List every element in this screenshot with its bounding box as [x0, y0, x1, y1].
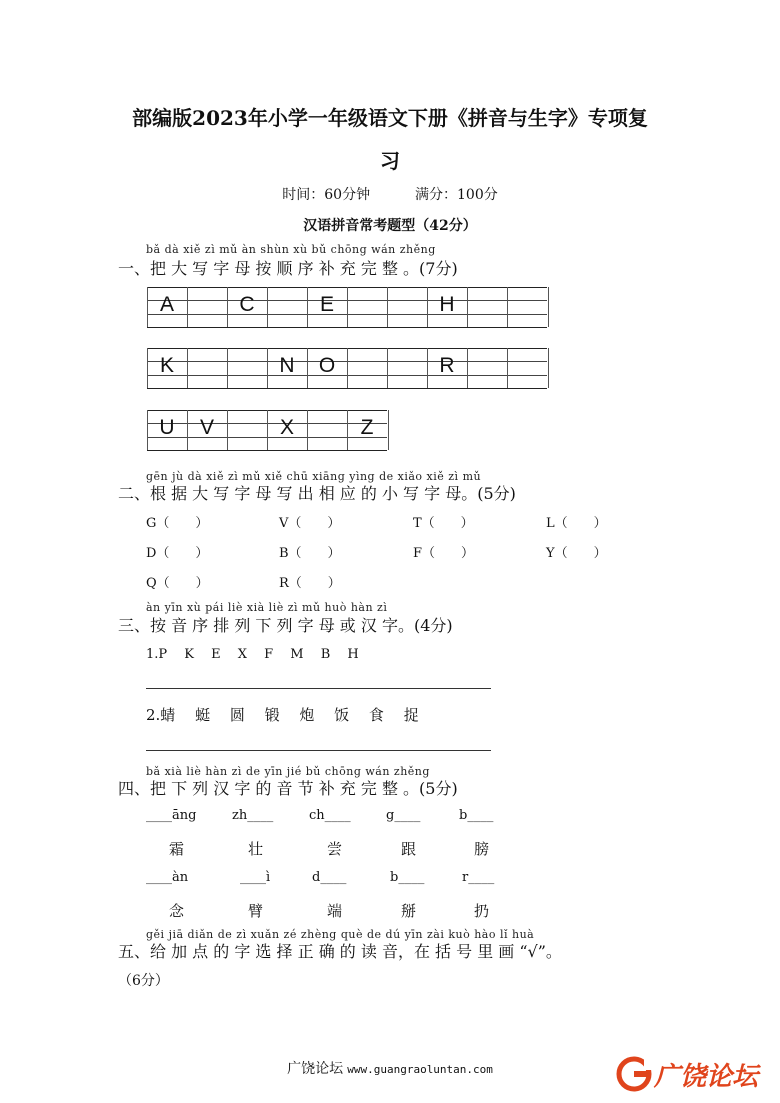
- grid-cell: [507, 348, 549, 388]
- q2-item: L（ ）: [546, 516, 607, 531]
- footer-brand: 广饶论坛: [287, 1061, 344, 1077]
- grid-letter: X: [279, 416, 294, 439]
- exam-info: [0, 184, 780, 204]
- q4-char: 念: [169, 902, 185, 920]
- q4-blank: b____: [459, 808, 494, 823]
- grid-cell: [387, 287, 428, 327]
- q4-char: 跟: [401, 840, 417, 858]
- q3-answer-line-1: [146, 688, 491, 689]
- grid-letter: N: [279, 354, 295, 377]
- grid-line: [147, 388, 547, 389]
- q4-char: 尝: [327, 840, 343, 858]
- grid-letter: H: [439, 293, 455, 316]
- q4-pinyin: bǎ xià liè hàn zì de yīn jié bǔ chōng wán zhěng: [146, 765, 430, 778]
- q2-item: G（ ）: [146, 516, 209, 531]
- grid-cell: [347, 348, 388, 388]
- section-heading: 汉语拼音常考题型（42分）: [303, 218, 477, 234]
- q2-item: F（ ）: [413, 546, 475, 561]
- q4-blank: g____: [386, 808, 421, 823]
- q2-item: D（ ）: [146, 546, 209, 561]
- q4-blank: ____āng: [146, 808, 197, 823]
- q4-blank: b____: [390, 870, 425, 885]
- score-info: 满分：100分: [415, 187, 498, 203]
- grid-cell: [467, 348, 508, 388]
- q2-item: B（ ）: [279, 546, 341, 561]
- q4-char: 膀: [474, 840, 490, 858]
- q2-item: T（ ）: [413, 516, 474, 531]
- q4-blank: ch____: [309, 808, 351, 823]
- q2-pinyin: gēn jù dà xiě zì mǔ xiě chū xiāng yìng de xiǎo xiě zì mǔ: [146, 470, 482, 483]
- grid-cell: [347, 287, 388, 327]
- grid-letter: A: [159, 293, 174, 316]
- grid-cell: [507, 287, 549, 327]
- q4-blank: ____ì: [240, 870, 271, 885]
- grid-cell: [467, 287, 508, 327]
- q2-item: Q（ ）: [146, 576, 209, 591]
- grid-line: [147, 450, 387, 451]
- q1-grid-row2: [147, 348, 547, 388]
- q4-char: 扔: [474, 902, 490, 920]
- q2-item: V（ ）: [279, 516, 341, 531]
- grid-letter: E: [319, 293, 334, 316]
- footer-url: www.guangraoluntan.com: [347, 1063, 493, 1076]
- logo-text: 广饶论坛: [654, 1062, 759, 1092]
- q4-text: 四、把 下 列 汉 字 的 音 节 补 充 完 整 。(5分): [118, 779, 458, 798]
- grid-letter: K: [159, 354, 174, 377]
- q3-item2: 2.蜻 蜓 圆 锻 炮 饭 食 捉: [146, 706, 419, 724]
- logo-g-icon: [614, 1054, 654, 1094]
- q4-blank: d____: [312, 870, 347, 885]
- page-title-line1: 部编版2023年小学一年级语文下册《拼音与生字》专项复: [132, 106, 648, 130]
- time-info: 时间：60分钟: [282, 187, 371, 203]
- q4-blank: zh____: [232, 808, 274, 823]
- grid-cell: [187, 348, 228, 388]
- q2-item: R（ ）: [279, 576, 341, 591]
- q4-char: 端: [327, 902, 343, 920]
- grid-line: [147, 327, 547, 328]
- q4-char: 掰: [401, 902, 417, 920]
- q5-score: （6分）: [118, 973, 169, 989]
- q2-item: Y（ ）: [546, 546, 607, 561]
- grid-letter: Z: [360, 416, 374, 439]
- q3-text: 三、按 音 序 排 列 下 列 字 母 或 汉 字。(4分): [118, 616, 453, 635]
- q4-blank: r____: [462, 870, 495, 885]
- q4-blank: ____àn: [146, 870, 189, 885]
- grid-letter: C: [239, 293, 255, 316]
- q3-item1: 1.P K E X F M B H: [146, 647, 359, 662]
- grid-letter: O: [318, 354, 336, 377]
- q1-pinyin: bǎ dà xiě zì mǔ àn shùn xù bǔ chōng wán zhěng: [146, 243, 436, 256]
- site-logo: [614, 1054, 774, 1094]
- grid-cell: [387, 348, 428, 388]
- grid-cell: [227, 410, 268, 450]
- grid-cell: [227, 348, 268, 388]
- q4-char: 臂: [248, 902, 264, 920]
- q2-text: 二、根 据 大 写 字 母 写 出 相 应 的 小 写 字 母。(5分): [118, 484, 516, 503]
- grid-cell: [187, 287, 228, 327]
- page-title-line2: 习: [380, 149, 400, 173]
- q5-text: 五、给 加 点 的 字 选 择 正 确 的 读 音，在 括 号 里 画 “√”。: [118, 942, 562, 961]
- grid-letter: R: [439, 354, 455, 377]
- q1-text: 一、把 大 写 字 母 按 顺 序 补 充 完 整 。(7分): [118, 259, 458, 278]
- grid-cell: [307, 410, 348, 450]
- q3-pinyin: àn yīn xù pái liè xià liè zì mǔ huò hàn zì: [146, 601, 388, 614]
- q1-grid-row3: [147, 410, 387, 450]
- grid-letter: V: [199, 416, 214, 439]
- q4-char: 壮: [248, 840, 264, 858]
- q5-pinyin: gěi jiā diǎn de zì xuǎn zé zhèng què de dú yīn zài kuò hào lǐ huà: [146, 928, 535, 941]
- q3-answer-line-2: [146, 750, 491, 751]
- q1-grid-row1: [147, 287, 547, 327]
- q4-char: 霜: [169, 840, 185, 858]
- grid-cell: [267, 287, 308, 327]
- grid-letter: U: [159, 416, 175, 439]
